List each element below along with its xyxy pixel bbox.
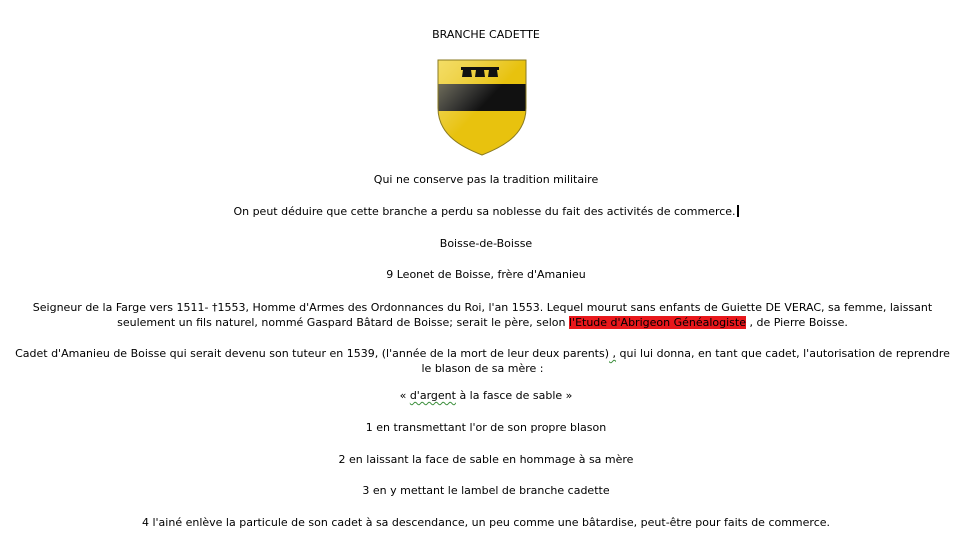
blazon-line [0,389,972,403]
lambel-icon [461,67,499,77]
list-item-2: 2 en laissant la face de sable en hommage à sa mère [338,453,634,466]
coat-of-arms-shield-icon [436,58,528,156]
biography-text: Seigneur de la Farge vers 1511- †1553, Homme d'Armes des Ordonnances du Roi, l'an 1553. Lequel mourut sans enfants de Guiette DE VERAC, sa femme, laissant seulement un fils naturel, nommé Gaspard Bâtard de Boisse; serait le père, selon [32,301,933,329]
place-line: Boisse-de-Boisse [439,237,533,250]
person-heading: 9 Leonet de Boisse, frère d'Amanieu [386,268,586,281]
list-item-4: 4 l'ainé enlève la particule de son cadet à sa descendance, un peu comme une bâtardise, peut-être pour faits de commerce. [141,516,831,529]
deduction-line [0,205,972,219]
subtitle-line: Qui ne conserve pas la tradition militaire [373,173,599,186]
deduction-text: On peut déduire que cette branche a perdu sa noblesse du fait des activités de commerce. [233,205,736,218]
cadet-text: Cadet d'Amanieu de Boisse qui serait devenu son tuteur en 1539, (l'année de la mort de leur deux parents) [15,347,610,360]
text-cursor [737,205,739,217]
spellcheck-mark: , [609,347,617,360]
biography-paragraph [10,300,955,330]
highlighted-reference: l'Etude d'Abrigeon Généalogiste [568,316,746,329]
blazon-spellcheck-word: d'argent [409,389,456,402]
list-item-3: 3 en y mettant le lambel de branche cadette [362,484,610,497]
blazon-rest: à la fasce de sable » [455,389,573,402]
cadet-text-end: qui lui donna, en tant que cadet, l'autorisation de reprendre le blason de sa mère : [421,347,950,375]
list-item-1: 1 en transmettant l'or de son propre blason [365,421,607,434]
blazon-open: « [399,389,410,402]
biography-text-end: , de Pierre Boisse. [746,316,848,329]
cadet-paragraph [10,346,955,376]
page-title: BRANCHE CADETTE [432,28,540,41]
